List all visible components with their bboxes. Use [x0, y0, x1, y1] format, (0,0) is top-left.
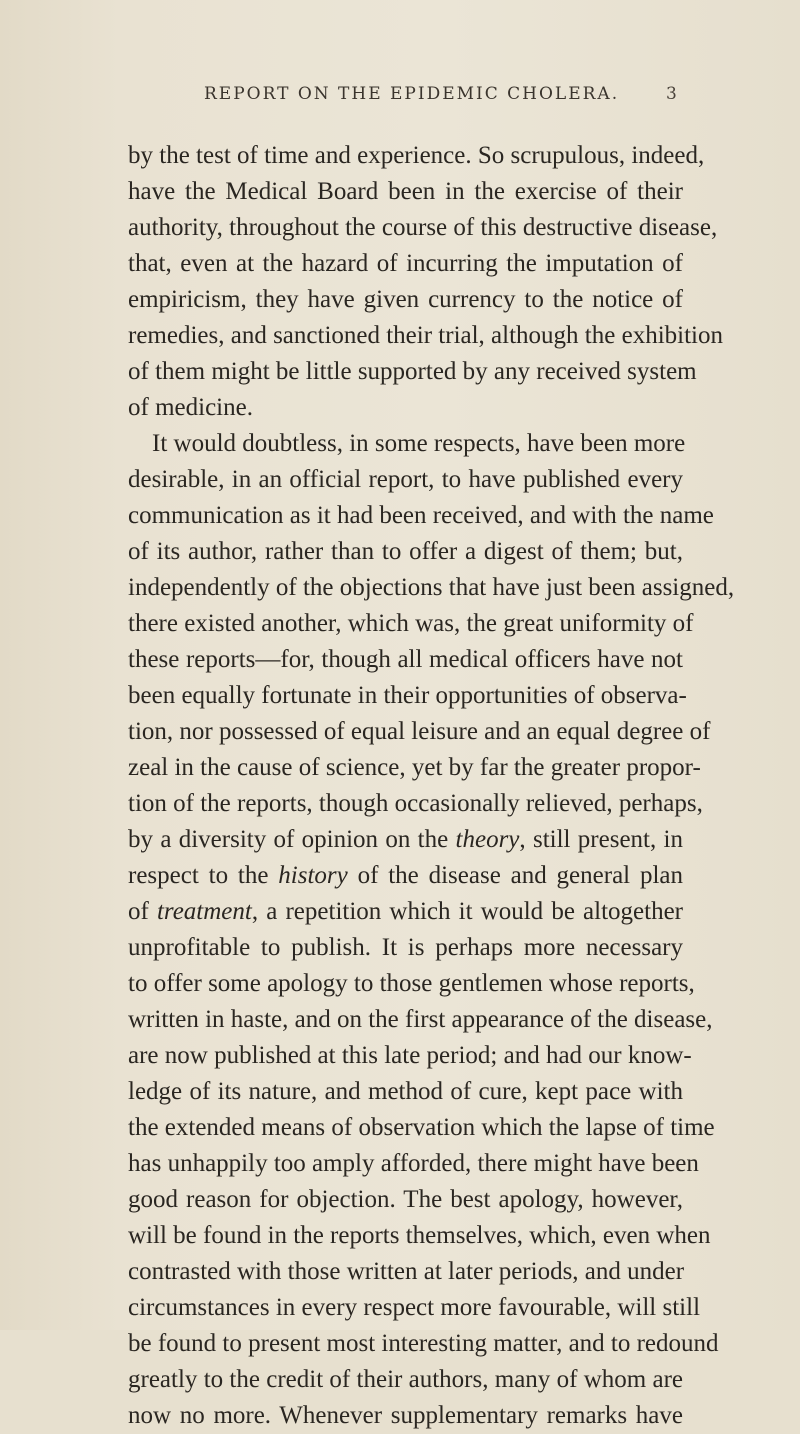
text-line: of them might be little supported by any received system: [128, 358, 697, 385]
text-line: tion, nor possessed of equal leisure and an equal degree of: [128, 718, 711, 745]
text-line: have the Medical Board been in the exercise of their: [128, 178, 683, 205]
text-line: [128, 822, 683, 858]
text-line: of its author, rather than to offer a digest of them; but,: [128, 538, 683, 565]
text-segment: of: [128, 898, 157, 925]
text-line: tion of the reports, though occasionally relieved, perhaps,: [128, 790, 703, 817]
text-line: remedies, and sanctioned their trial, although the exhibition: [128, 322, 723, 349]
text-line: zeal in the cause of science, yet by far the greater propor-: [128, 754, 701, 781]
text-line: to offer some apology to those gentlemen whose reports,: [128, 970, 695, 997]
text-line: these reports—for, though all medical officers have not: [128, 646, 683, 673]
text-segment: by a diversity of opinion on the: [128, 826, 456, 853]
page-number: 3: [666, 84, 677, 104]
text-line: desirable, in an official report, to have published every: [128, 466, 683, 493]
text-line: has unhappily too amply afforded, there might have been: [128, 1150, 699, 1177]
running-head: [0, 84, 800, 114]
text-line: circumstances in every respect more favourable, will still: [128, 1294, 701, 1321]
text-line: will be found in the reports themselves, which, even when: [128, 1222, 711, 1249]
italic-term: theory: [455, 826, 520, 853]
text-line: greatly to the credit of their authors, many of whom are: [128, 1366, 683, 1393]
text-line: communication as it had been received, and with the name: [128, 502, 714, 529]
text-line: by the test of time and experience. So scrupulous, indeed,: [128, 142, 705, 169]
paragraph-start-line: It would doubtless, in some respects, have been more: [152, 430, 686, 457]
text-line: authority, throughout the course of this destructive disease,: [128, 214, 718, 241]
text-segment: , still present, in: [519, 826, 683, 853]
text-segment: , a repetition which it would be altogether: [251, 898, 683, 925]
text-line: independently of the objections that have just been assigned,: [128, 574, 735, 601]
text-line: be found to present most interesting matter, and to redound: [128, 1330, 719, 1357]
text-line: are now published at this late period; and had our know-: [128, 1042, 692, 1069]
text-line: contrasted with those written at later periods, and under: [128, 1258, 685, 1285]
text-line: ledge of its nature, and method of cure, kept pace with: [128, 1078, 683, 1105]
text-line: written in haste, and on the first appearance of the disease,: [128, 1006, 713, 1033]
text-line: now no more. Whenever supplementary remarks have: [128, 1402, 683, 1429]
text-segment: of the disease and general plan: [347, 862, 683, 889]
italic-term: history: [278, 862, 348, 889]
text-line: [128, 894, 683, 930]
text-line: been equally fortunate in their opportunities of observa-: [128, 682, 687, 709]
running-title: REPORT ON THE EPIDEMIC CHOLERA.: [204, 84, 620, 104]
text-line: of medicine.: [128, 394, 253, 421]
text-line: unprofitable to publish. It is perhaps more necessary: [128, 934, 683, 961]
text-line: that, even at the hazard of incurring the imputation of: [128, 250, 683, 277]
text-line: there existed another, which was, the great uniformity of: [128, 610, 694, 637]
text-line: [128, 858, 683, 894]
italic-term: treatment: [156, 898, 252, 925]
text-line: the extended means of observation which the lapse of time: [128, 1114, 715, 1141]
text-line: empiricism, they have given currency to the notice of: [128, 286, 683, 313]
text-line: good reason for objection. The best apology, however,: [128, 1186, 683, 1213]
text-segment: respect to the: [128, 862, 279, 889]
body-text: [128, 138, 735, 1434]
